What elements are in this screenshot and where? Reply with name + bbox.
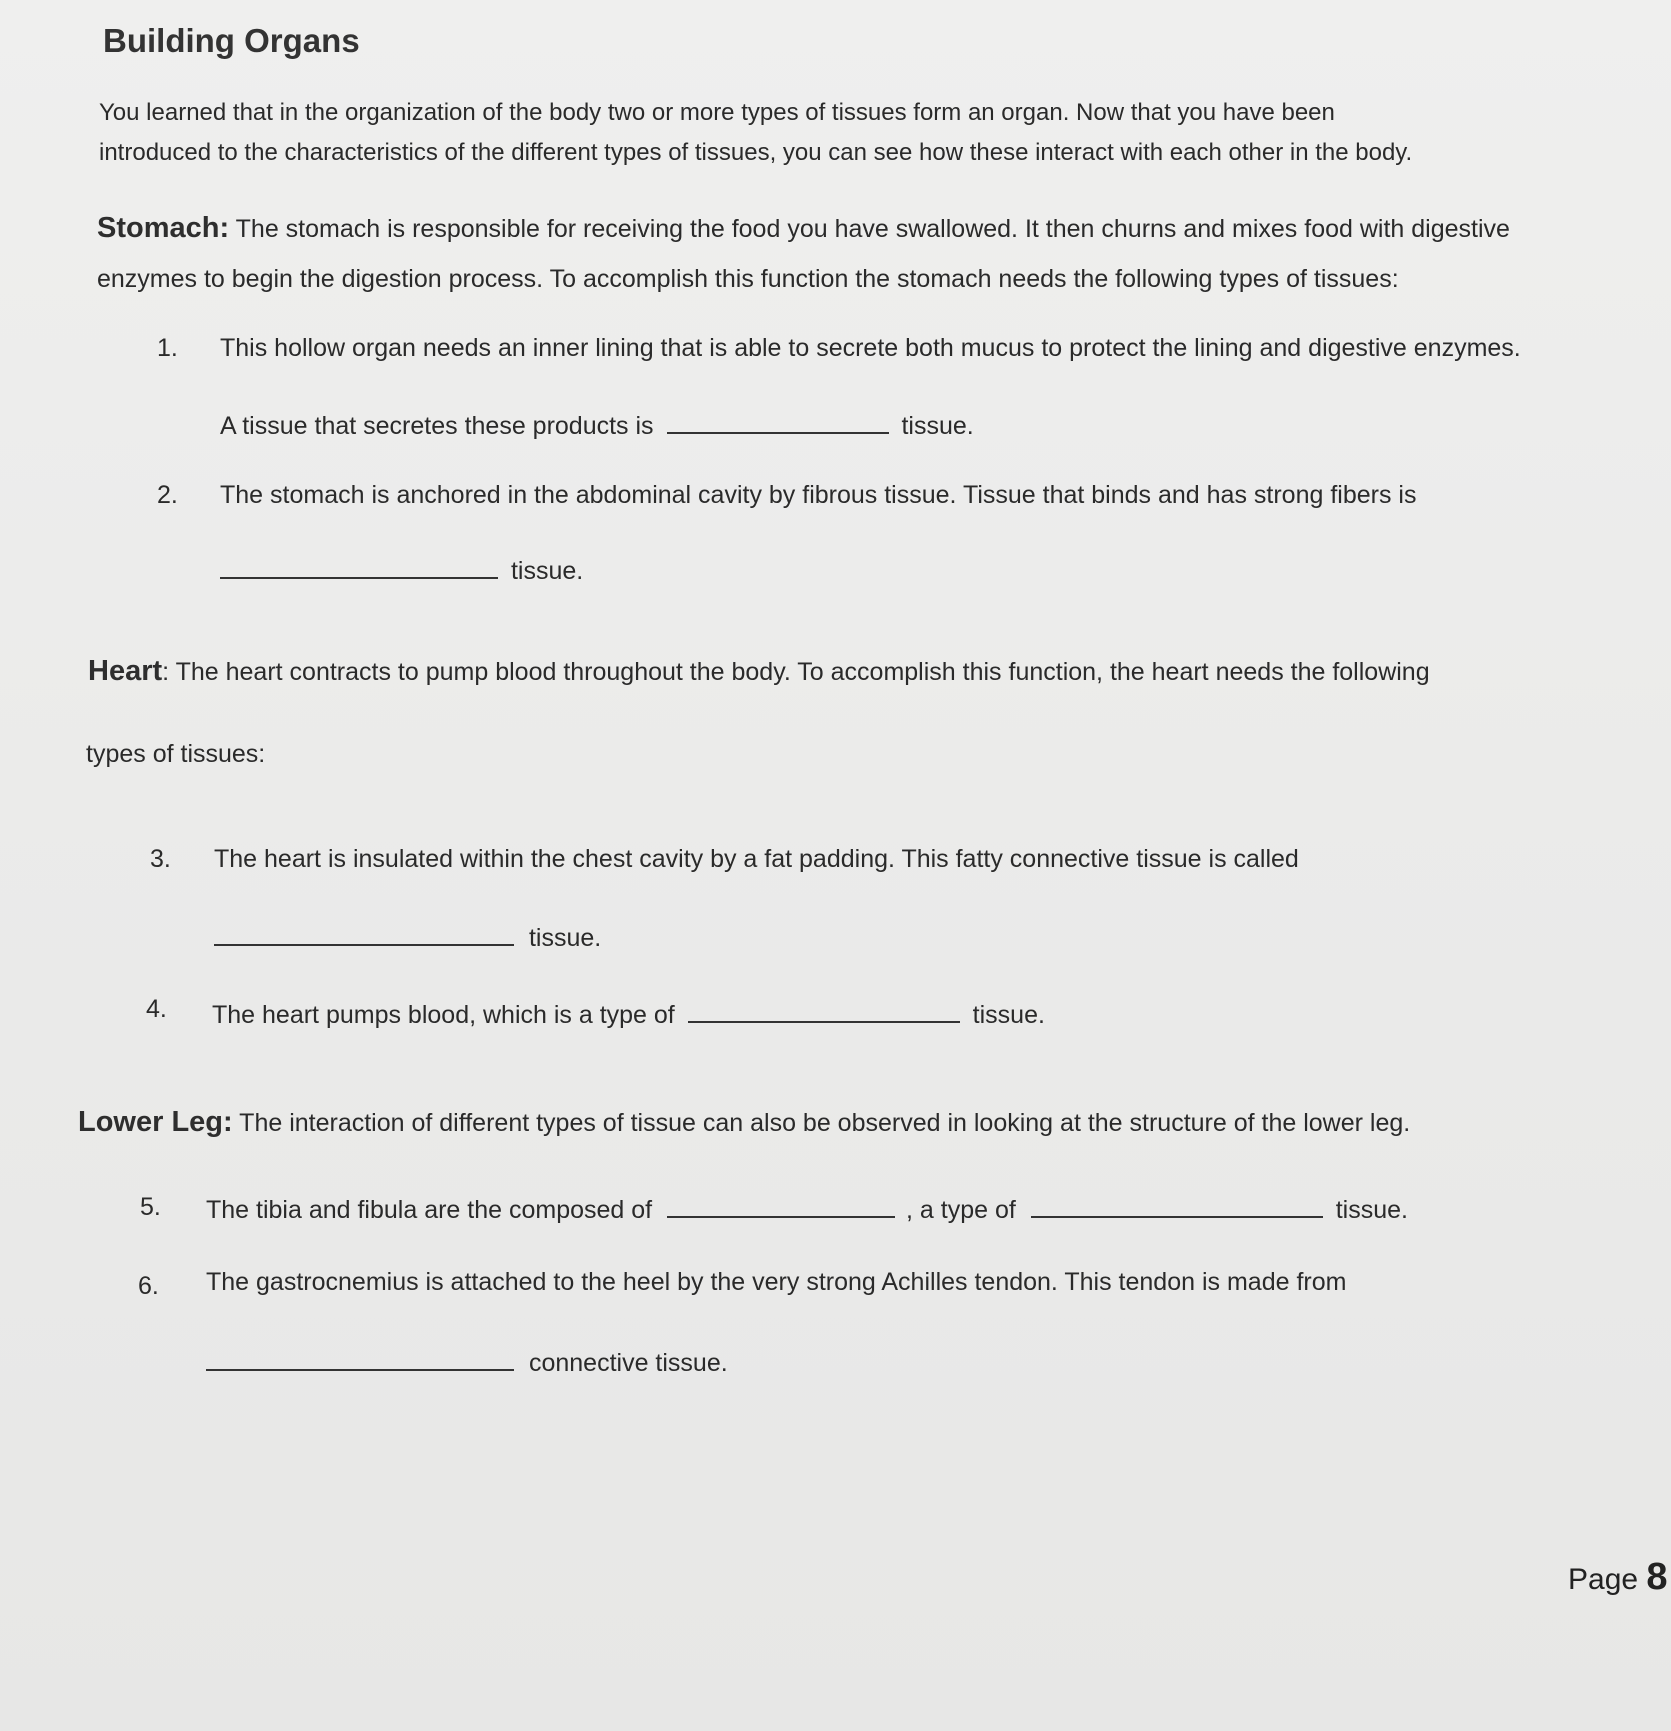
question-2-text: The stomach is anchored in the abdominal cavity by fibrous tissue. Tissue that binds and has strong fibers is	[220, 481, 1417, 509]
question-6-suffix: connective tissue.	[528, 1349, 728, 1377]
lower-leg-line-1	[78, 1106, 1410, 1139]
stomach-line-1	[97, 212, 1510, 245]
stomach-text-1: The stomach is responsible for receiving the food you have swallowed. It then churns and mixes food with digestive	[235, 215, 1510, 243]
question-1-prompt: A tissue that secretes these products is	[220, 412, 654, 440]
question-6-text: The gastrocnemius is attached to the heel by the very strong Achilles tendon. This tendon is made from	[206, 1268, 1347, 1296]
stomach-line-2: enzymes to begin the digestion process. To accomplish this function the stomach needs the following types of tissues:	[97, 265, 1399, 293]
answer-blank-1[interactable]	[667, 406, 889, 434]
page-label: Page	[1568, 1563, 1639, 1596]
heart-line-2: types of tissues:	[86, 740, 266, 768]
question-5-row	[206, 1190, 1408, 1225]
question-1-number: 1.	[157, 334, 178, 362]
answer-blank-6[interactable]	[206, 1343, 514, 1371]
heart-text-1: : The heart contracts to pump blood throughout the body. To accomplish this function, the heart needs the following	[162, 658, 1430, 686]
question-5-number: 5.	[140, 1193, 161, 1221]
answer-blank-5a[interactable]	[667, 1190, 895, 1218]
question-4-row	[212, 995, 1045, 1030]
question-4-number: 4.	[146, 995, 167, 1023]
heart-label: Heart	[88, 655, 163, 687]
question-2-number: 2.	[157, 481, 178, 509]
answer-blank-5b[interactable]	[1031, 1190, 1323, 1218]
question-2-answer-row	[220, 551, 583, 586]
question-2-suffix: tissue.	[510, 557, 584, 585]
question-3-suffix: tissue.	[528, 924, 602, 952]
answer-blank-3[interactable]	[214, 918, 514, 946]
question-5-suffix: tissue.	[1335, 1196, 1408, 1224]
stomach-label: Stomach:	[97, 212, 230, 244]
lower-leg-label: Lower Leg:	[78, 1106, 233, 1138]
question-1-text: This hollow organ needs an inner lining that is able to secrete both mucus to protect the lining and digestive enzymes.	[220, 334, 1521, 362]
answer-blank-2[interactable]	[220, 551, 498, 579]
lower-leg-text-1: The interaction of different types of tissue can also be observed in looking at the structure of the lower leg.	[239, 1109, 1411, 1137]
question-6-number: 6.	[138, 1272, 159, 1300]
question-4-text: The heart pumps blood, which is a type of	[212, 1001, 675, 1029]
question-5-text: The tibia and fibula are the composed of	[206, 1196, 653, 1224]
intro-line-1: You learned that in the organization of the body two or more types of tissues form an organ. Now that you have been	[99, 99, 1335, 126]
question-3-number: 3.	[150, 845, 171, 873]
question-3-text: The heart is insulated within the chest cavity by a fat padding. This fatty connective tissue is called	[214, 845, 1299, 873]
heart-line-1	[88, 655, 1430, 688]
question-3-answer-row	[214, 918, 601, 953]
page-number	[1568, 1556, 1668, 1599]
intro-line-2: introduced to the characteristics of the different types of tissues, you can see how these interact with each other in the body.	[99, 139, 1413, 166]
question-6-answer-row	[206, 1343, 728, 1378]
question-5-middle: , a type of	[906, 1196, 1016, 1224]
question-1-prompt-row	[220, 406, 974, 441]
question-4-suffix: tissue.	[972, 1001, 1045, 1029]
answer-blank-4[interactable]	[688, 995, 960, 1023]
page-number-value: 8	[1646, 1556, 1668, 1598]
page-title: Building Organs	[103, 22, 360, 59]
question-1-suffix: tissue.	[901, 412, 974, 440]
